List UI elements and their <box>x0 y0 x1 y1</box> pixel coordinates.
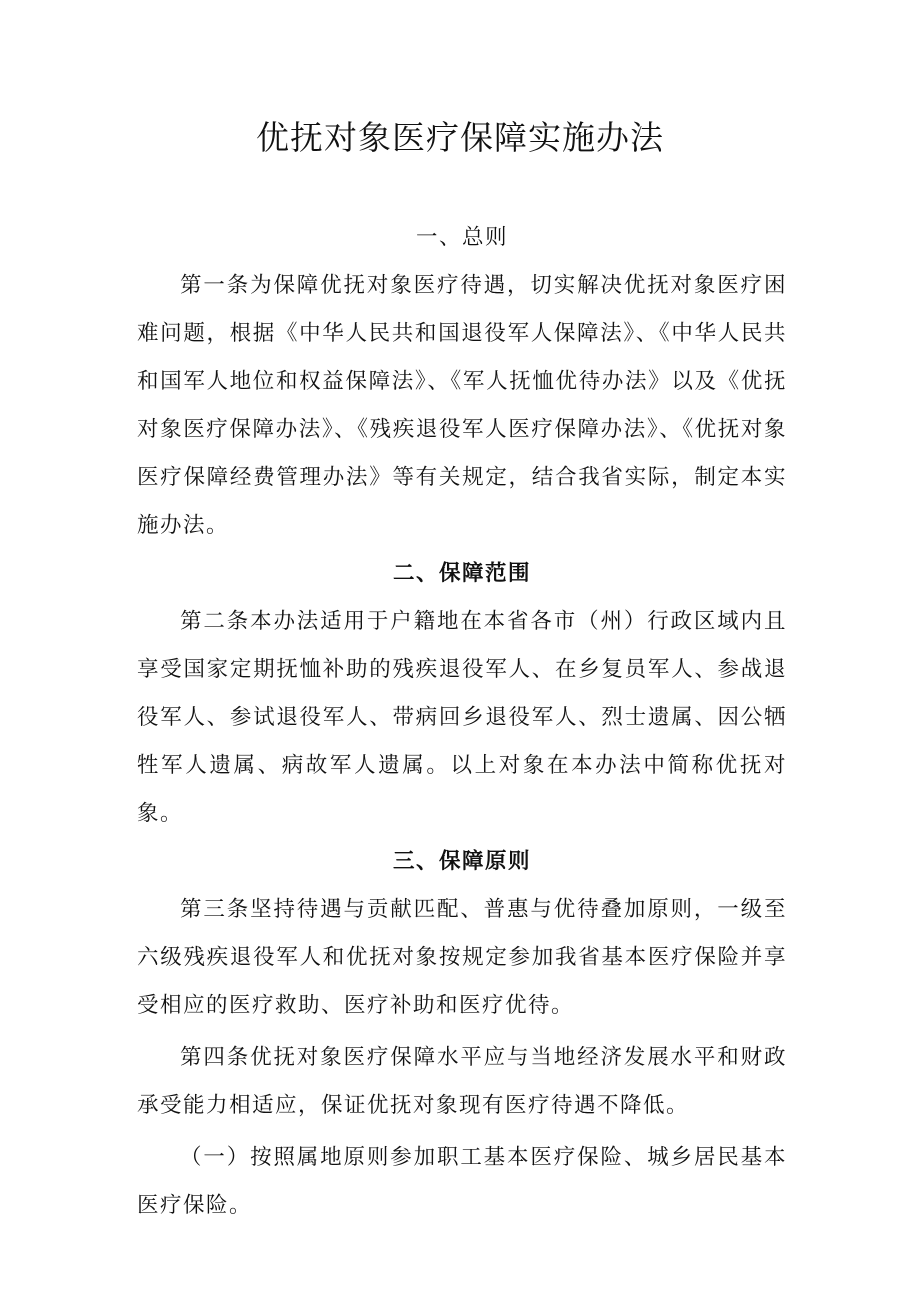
paragraph-article-3: 第三条坚持待遇与贡献匹配、普惠与优待叠加原则，一级至六级残疾退役军人和优抚对象按规定参加我省基本医疗保险并享受相应的医疗救助、医疗补助和医疗优待。 <box>137 897 787 1018</box>
section-heading: 二、保障范围 <box>392 561 531 586</box>
section-heading: 三、保障原则 <box>392 849 531 874</box>
document-title: 优抚对象医疗保障实施办法 <box>256 118 664 157</box>
paragraph-article-1: 第一条为保障优抚对象医疗待遇，切实解决优抚对象医疗困难问题，根据《中华人民共和国退役军人保障法》、《中华人民共和国军人地位和权益保障法》、《军人抚恤优待办法》以及《优抚对象医疗保障办法》、《残疾退役军人医疗保障办法》、《优抚对象医疗保障经费管理办法》等有关规定，结合我省实际，制定本实施办法。 <box>137 273 787 538</box>
paragraph-article-4: 第四条优抚对象医疗保障水平应与当地经济发展水平和财政承受能力相适应，保证优抚对象现有医疗待遇不降低。 <box>137 1045 787 1118</box>
section-principles <box>137 838 787 1230</box>
paragraph-item-1: （一）按照属地原则参加职工基本医疗保险、城乡居民基本医疗保险。 <box>137 1145 787 1218</box>
document-body <box>137 214 787 1230</box>
section-heading: 一、总则 <box>415 225 508 250</box>
paragraph-article-2: 第二条本办法适用于户籍地在本省各市（州）行政区域内且享受国家定期抚恤补助的残疾退役军人、在乡复员军人、参战退役军人、参试退役军人、带病回乡退役军人、烈士遗属、因公牺牲军人遗属、病故军人遗属。以上对象在本办法中简称优抚对象。 <box>137 609 787 826</box>
section-scope <box>137 550 787 838</box>
section-general <box>137 214 787 550</box>
